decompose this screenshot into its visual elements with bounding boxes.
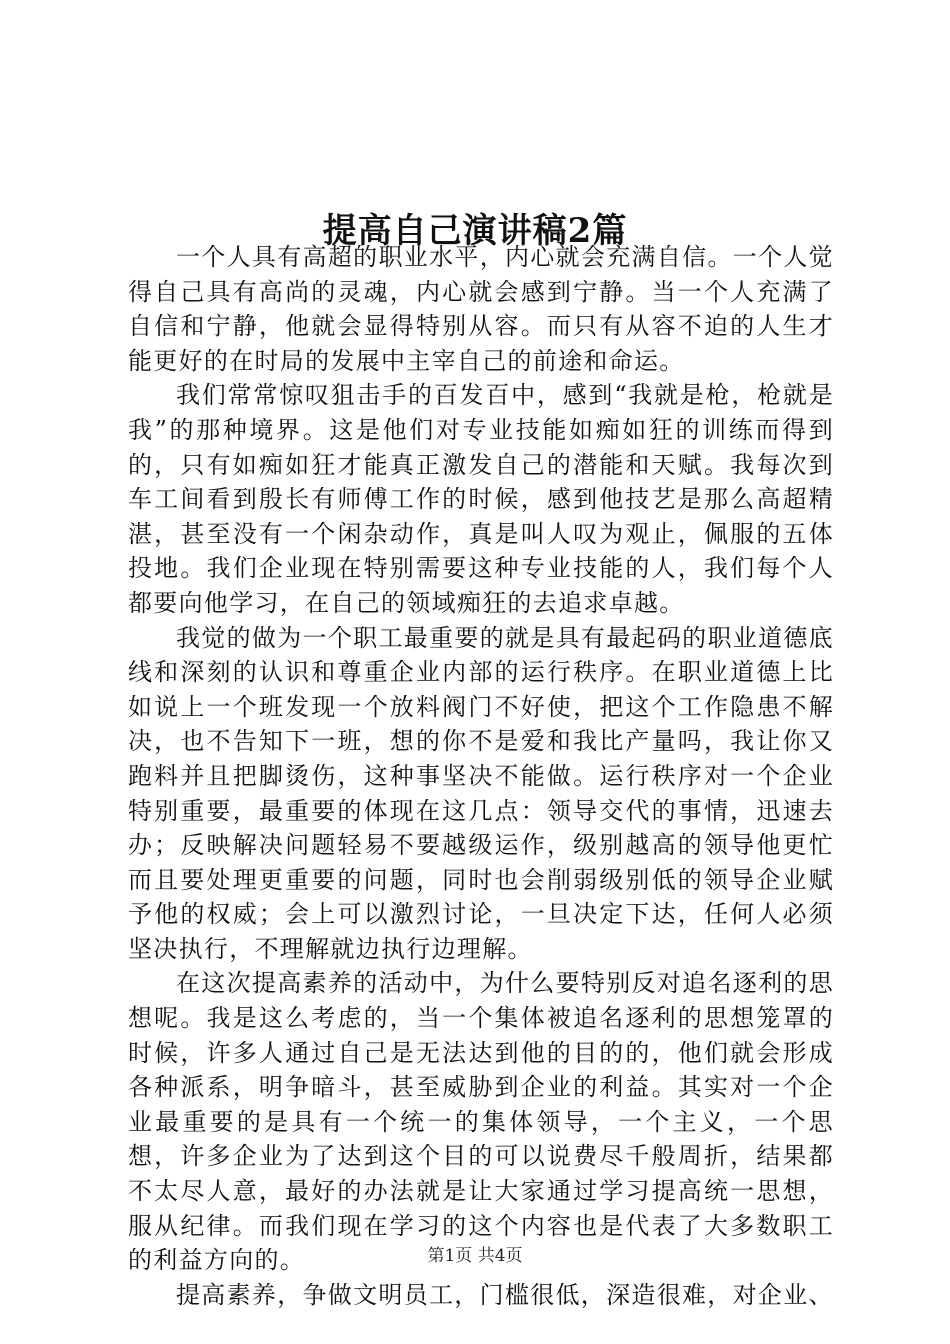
paragraph-1: 一个人具有高超的职业水平，内心就会充满自信。一个人觉得自己具有高尚的灵魂，内心就会感到宁静。当一个人充满了自信和宁静，他就会显得特别从容。而只有从容不迫的人生才能更好的在时局的发展中主宰自己的前途和命运。: [128, 243, 834, 375]
paragraph-3: 我觉的做为一个职工最重要的就是具有最起码的职业道德底线和深刻的认识和尊重企业内部的运行秩序。在职业道德上比如说上一个班发现一个放料阀门不好使，把这个工作隐患不解决，也不告知下一班，想的你不是爱和我比产量吗，我让你又跑料并且把脚烫伤，这种事坚决不能做。运行秩序对一个企业特别重要，最重要的体现在这几点：领导交代的事情，迅速去办；反映解决问题轻易不要越级运作，级别越高的领导他更忙而且要处理更重要的问题，同时也会削弱级别低的领导企业赋予他的权威；会上可以激烈讨论，一旦决定下达，任何人必须坚决执行，不理解就边执行边理解。: [128, 623, 834, 963]
paragraph-5: 提高素养，争做文明员工，门槛很低，深造很难，对企业、: [176, 1280, 834, 1309]
page-footer: 第1页 共4页: [427, 1246, 523, 1266]
document-body: [128, 240, 834, 1312]
paragraph-2: 我们常常惊叹狙击手的百发百中，感到“我就是枪，枪就是我”的那种境界。这是他们对专业技能如痴如狂的训练而得到的，只有如痴如狂才能真正激发自己的潜能和天赋。我每次到车工间看到殷长有师傅工作的时候，感到他技艺是那么高超精湛，甚至没有一个闲杂动作，真是叫人叹为观止，佩服的五体投地。我们企业现在特别需要这种专业技能的人，我们每个人都要向他学习，在自己的领域痴狂的去追求卓越。: [128, 381, 834, 617]
document-title: 提高自己演讲稿2篇: [322, 210, 628, 251]
paragraph-4: 在这次提高素养的活动中，为什么要特别反对追名逐利的思想呢。我是这么考虑的，当一个集体被追名逐利的思想笼罩的时候，许多人通过自己是无法达到他的目的的，他们就会形成各种派系，明争暗斗，甚至威胁到企业的利益。其实对一个企业最重要的是具有一个统一的集体领导，一个主义，一个思想，许多企业为了达到这个目的可以说费尽千般周折，结果都不太尽人意，最好的办法就是让大家通过学习提高统一思想，服从纪律。而我们现在学习的这个内容也是代表了大多数职工的利益方向的。: [128, 969, 834, 1275]
